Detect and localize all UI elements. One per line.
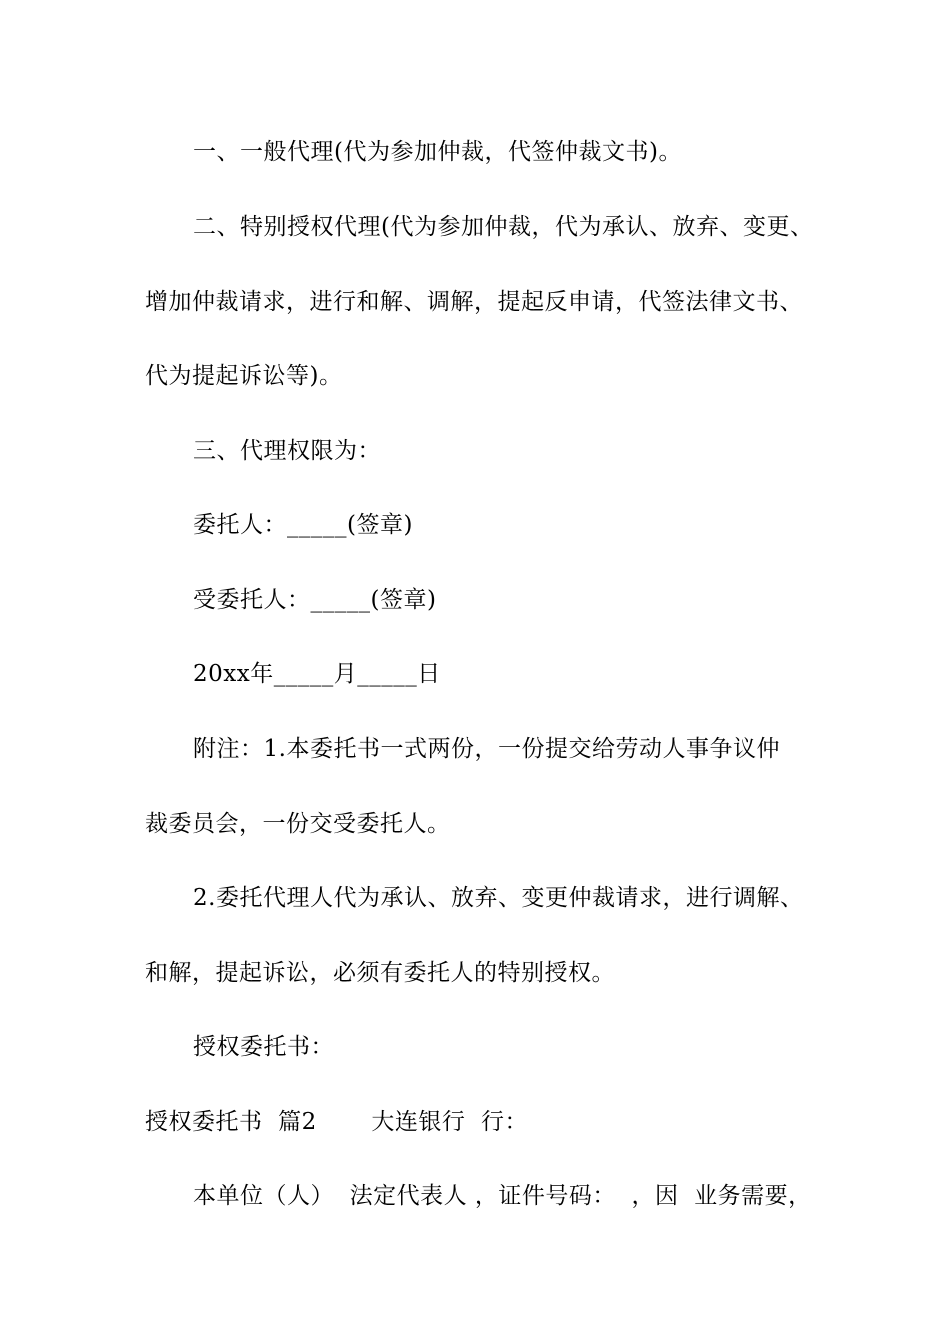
clause-special-agency: 二、特别授权代理(代为参加仲裁，代为承认、放弃、变更、 <box>193 214 814 240</box>
agent-signature-line: 受委托人：_____(签章) <box>193 587 437 613</box>
principal-signature-line: 委托人：_____(签章) <box>193 512 413 538</box>
clause-special-agency-cont-1: 增加仲裁请求，进行和解、调解，提起反申请，代签法律文书、 <box>145 289 803 315</box>
note-2-cont: 和解，提起诉讼，必须有委托人的特别授权。 <box>145 960 615 986</box>
note-2: 2.委托代理人代为承认、放弃、变更仲裁请求，进行调解、 <box>193 885 804 911</box>
note-1: 附注：1.本委托书一式两份，一份提交给劳动人事争议仲 <box>193 736 780 762</box>
body-paragraph: 本单位（人） 法定代表人 ，证件号码： ，因 业务需要， <box>193 1183 812 1209</box>
clause-agency-scope: 三、代理权限为： <box>193 438 381 464</box>
date-line: 20xx年_____月_____日 <box>193 661 441 687</box>
section-heading: 授权委托书： <box>193 1034 334 1060</box>
section-title-part-2: 授权委托书 篇2 大连银行 行： <box>145 1109 529 1135</box>
clause-special-agency-cont-2: 代为提起诉讼等)。 <box>145 363 343 389</box>
note-1-cont: 裁委员会，一份交受委托人。 <box>145 811 451 837</box>
clause-general-agency: 一、一般代理(代为参加仲裁，代签仲裁文书)。 <box>193 139 682 165</box>
